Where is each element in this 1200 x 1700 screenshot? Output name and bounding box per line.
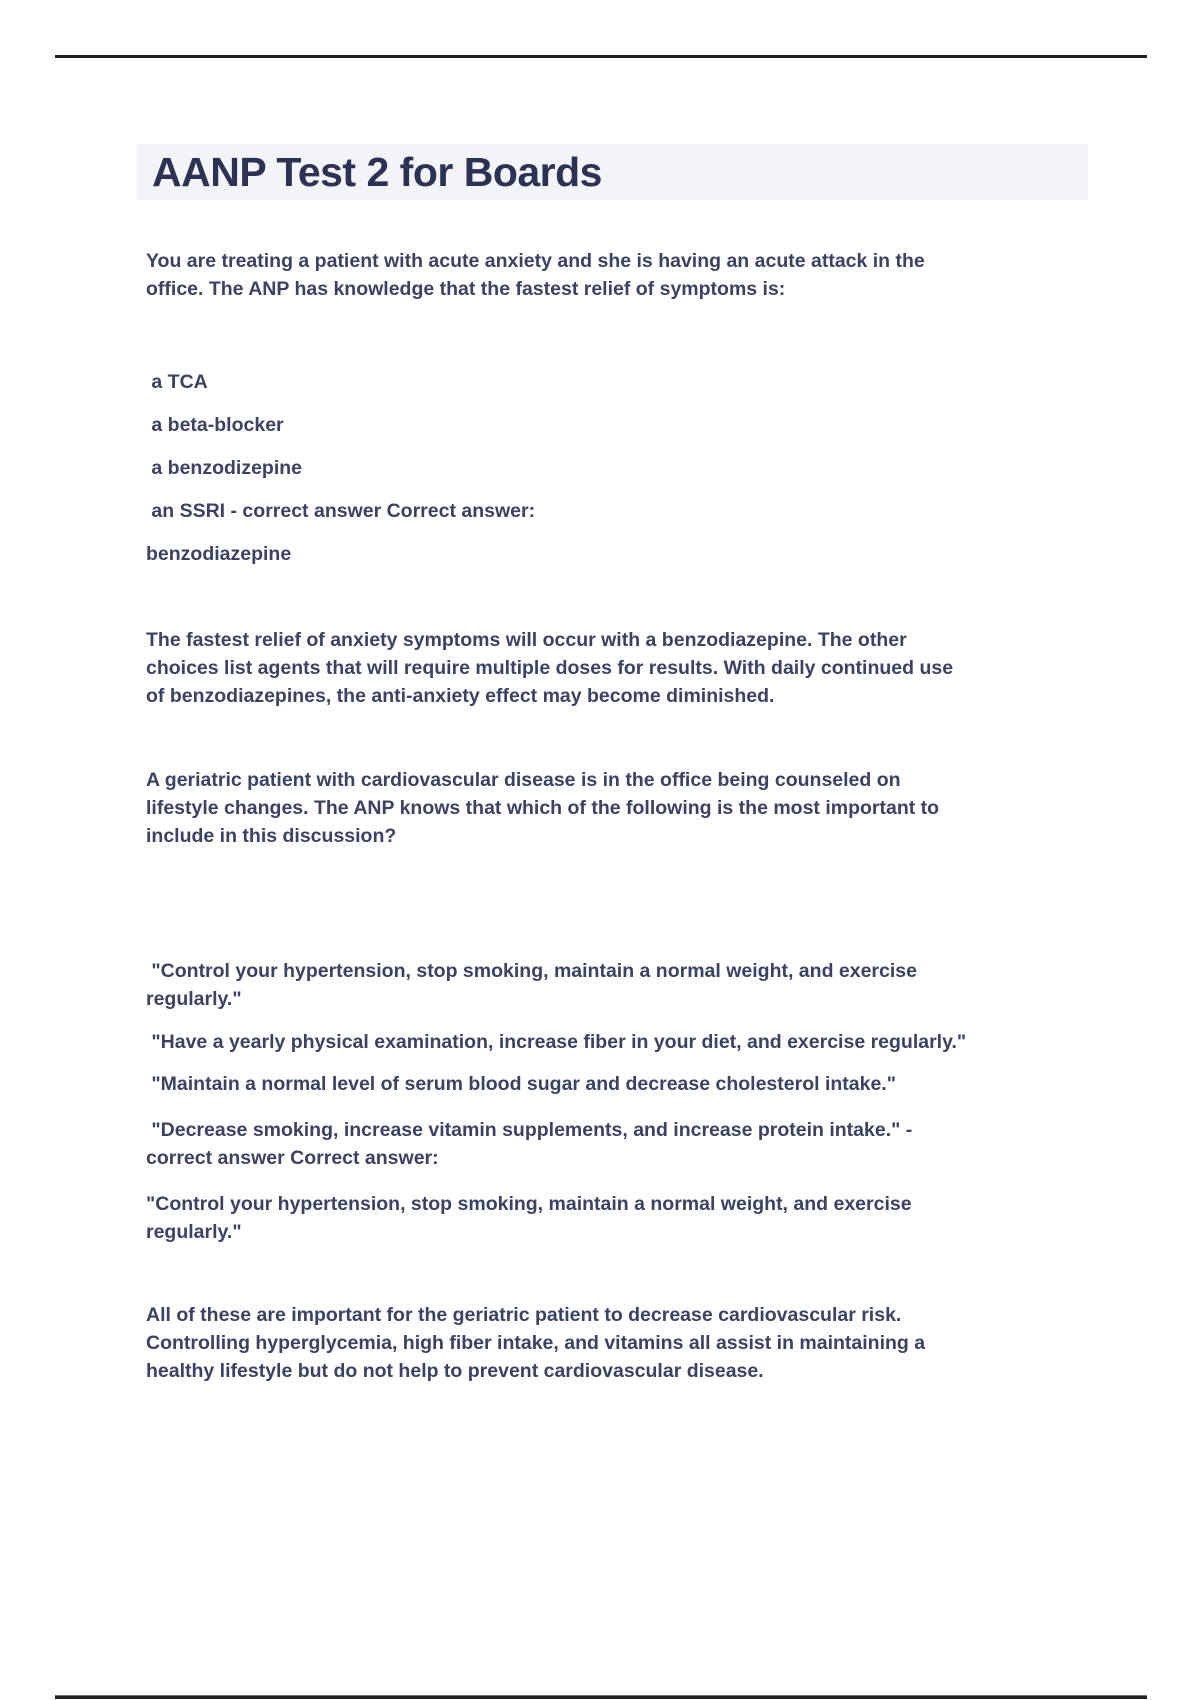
question-1-option-1: a TCA bbox=[146, 371, 208, 393]
question-2-correct-answer: "Control your hypertension, stop smoking, maintain a normal weight, and exercise regularly." bbox=[146, 1193, 912, 1243]
question-2-text: A geriatric patient with cardiovascular disease is in the office being counseled on lifestyle changes. The ANP knows that which of the following is the most important to include in this discussion? bbox=[146, 769, 940, 847]
question-1-text: You are treating a patient with acute anxiety and she is having an acute attack in the office. The ANP has knowledge that the fastest relief of symptoms is: bbox=[146, 250, 925, 300]
page-top-rule bbox=[55, 55, 1147, 58]
question-1-option-3: a benzodizepine bbox=[146, 457, 303, 479]
question-2-option-3: "Maintain a normal level of serum blood sugar and decrease cholesterol intake." bbox=[146, 1073, 896, 1095]
title-highlight-bar bbox=[137, 144, 1088, 200]
question-1-correct-answer: benzodiazepine bbox=[146, 543, 292, 565]
question-1-option-2: a beta-blocker bbox=[146, 414, 284, 436]
question-2-option-4: "Decrease smoking, increase vitamin supplements, and increase protein intake." - correct answer Correct answer: bbox=[146, 1119, 913, 1169]
page-bottom-rule bbox=[55, 1695, 1147, 1699]
question-1-explanation: The fastest relief of anxiety symptoms will occur with a benzodiazepine. The other choices list agents that will require multiple doses for results. With daily continued use of benzodiazepines, the anti-anxiety effect may become diminished. bbox=[146, 629, 954, 707]
question-2-explanation: All of these are important for the geriatric patient to decrease cardiovascular risk. Controlling hyperglycemia, high fiber intake, and vitamins all assist in maintaining a healthy lifestyle but do not help to prevent cardiovascular disease. bbox=[146, 1304, 926, 1382]
question-2-option-2: "Have a yearly physical examination, increase fiber in your diet, and exercise regularly." bbox=[146, 1031, 967, 1053]
document-title: AANP Test 2 for Boards bbox=[152, 149, 602, 195]
question-2-option-1: "Control your hypertension, stop smoking, maintain a normal weight, and exercise regularly." bbox=[146, 960, 917, 1010]
question-1-option-4: an SSRI - correct answer Correct answer: bbox=[146, 500, 536, 522]
